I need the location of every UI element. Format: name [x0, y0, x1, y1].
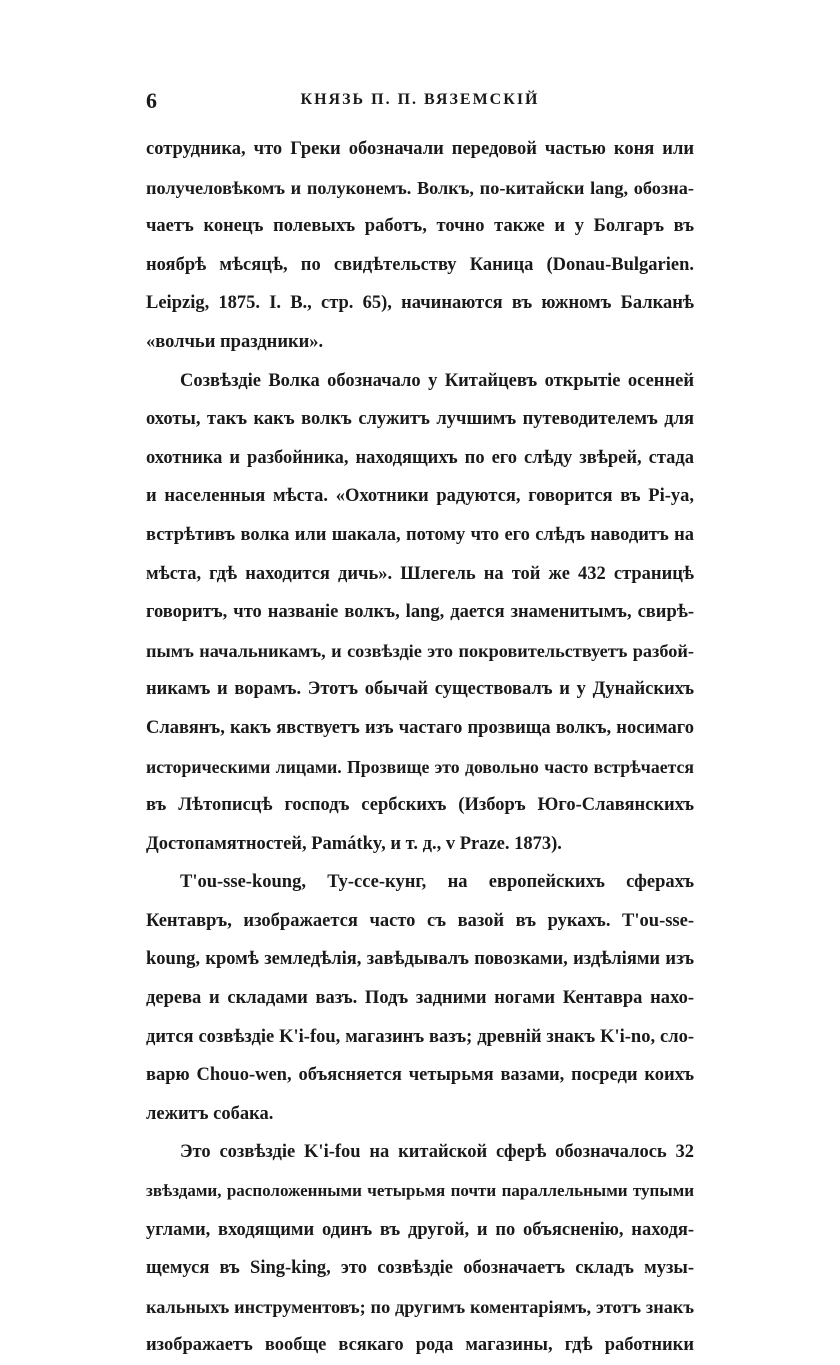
text-line: Славянъ, какъ явствуетъ изъ частаго прозвища волкъ, носимаго: [146, 717, 694, 738]
text-line: въ Лѣтописцѣ господъ сербскихъ (Изборъ Юго-Славянскихъ: [146, 795, 694, 816]
text-line: и населенныя мѣста. «Охотники радуются, говорится въ Pi-ya,: [146, 486, 694, 507]
text-line: Это созвѣздіе K'i-fou на китайской сферѣ обозначалось 32: [180, 1142, 694, 1163]
text-line: пымъ начальникамъ, и созвѣздіе это покровительствуетъ разбой-: [146, 640, 694, 661]
text-line: кальныхъ инструментовъ; по другимъ коментаріямъ, этотъ знакъ: [146, 1296, 694, 1317]
text-line: мѣста, гдѣ находится дичь». Шлегель на той же 432 страницѣ: [146, 563, 694, 584]
text-line: изображаетъ вообще всякаго рода магазины, гдѣ работники: [146, 1335, 694, 1356]
text-line: получеловѣкомъ и полуконемъ. Волкъ, по-китайски lang, обозна-: [146, 177, 694, 198]
text-line: историческими лицами. Прозвище это довольно часто встрѣчается: [146, 756, 694, 777]
body-text: [146, 130, 694, 1365]
text-line: звѣздами, расположенными четырьмя почти параллельными тупыми: [146, 1181, 694, 1201]
text-line: Созвѣздіе Волка обозначало у Китайцевъ открытіе осенней: [180, 370, 694, 391]
text-line: говоритъ, что названіе волкъ, lang, дается знаменитымъ, свирѣ-: [146, 602, 694, 623]
paragraph-4: [146, 1133, 694, 1365]
text-line: чаетъ конецъ полевыхъ работъ, точно также и у Болгаръ въ: [146, 216, 694, 237]
text-line: лежитъ собака.: [146, 1103, 274, 1124]
text-line: встрѣтивъ волка или шакала, потому что его слѣдъ наводитъ на: [146, 524, 694, 545]
paragraph-3: [146, 863, 694, 1133]
text-line: koung, кромѣ земледѣлія, завѣдывалъ повозками, издѣліями изъ: [146, 949, 694, 970]
text-line: дерева и складами вазъ. Подъ задними ногами Кентавра нахо-: [146, 988, 694, 1009]
text-line: «волчьи праздники».: [146, 331, 324, 352]
text-line: варю Chouo-wen, объясняется четырьмя вазами, посреди коихъ: [146, 1065, 694, 1086]
text-line: щемуся въ Sing-king, это созвѣздіе обозначаетъ складъ музы-: [146, 1258, 694, 1279]
paragraph-2: [146, 362, 694, 864]
text-line: Достопамятностей, Památky, и т. д., v Praze. 1873).: [146, 833, 562, 854]
text-line: никамъ и ворамъ. Этотъ обычай существовалъ и у Дунайскихъ: [146, 679, 694, 700]
text-line: ноябрѣ мѣсяцѣ, по свидѣтельству Каница (Donau-Bulgarien.: [146, 254, 694, 275]
text-line: дится созвѣздіе K'i-fou, магазинъ вазъ; древній знакъ K'i-no, сло-: [146, 1026, 694, 1047]
text-line: сотрудника, что Греки обозначали передовой частью коня или: [146, 139, 694, 159]
running-head-title: КНЯЗЬ П. П. ВЯЗЕМСКІЙ: [300, 91, 540, 108]
text-line: T'ou-sse-koung, Ту-ссе-кунг, на европейскихъ сферахъ: [180, 872, 694, 893]
running-head: [146, 88, 694, 118]
text-line: Кентавръ, изображается часто съ вазой въ рукахъ. T'ou-sse-: [146, 910, 694, 931]
page-number: 6: [146, 88, 157, 113]
text-line: углами, входящими одинъ въ другой, и по объясненію, находя-: [146, 1219, 694, 1240]
paragraph-1: [146, 130, 694, 362]
text-line: охотника и разбойника, находящихъ по его слѣду звѣрей, стада: [146, 447, 694, 468]
text-line: Leipzig, 1875. I. B., стр. 65), начинаются въ южномъ Балканѣ: [146, 293, 694, 314]
text-line: охоты, такъ какъ волкъ служитъ лучшимъ путеводителемъ для: [146, 409, 694, 430]
